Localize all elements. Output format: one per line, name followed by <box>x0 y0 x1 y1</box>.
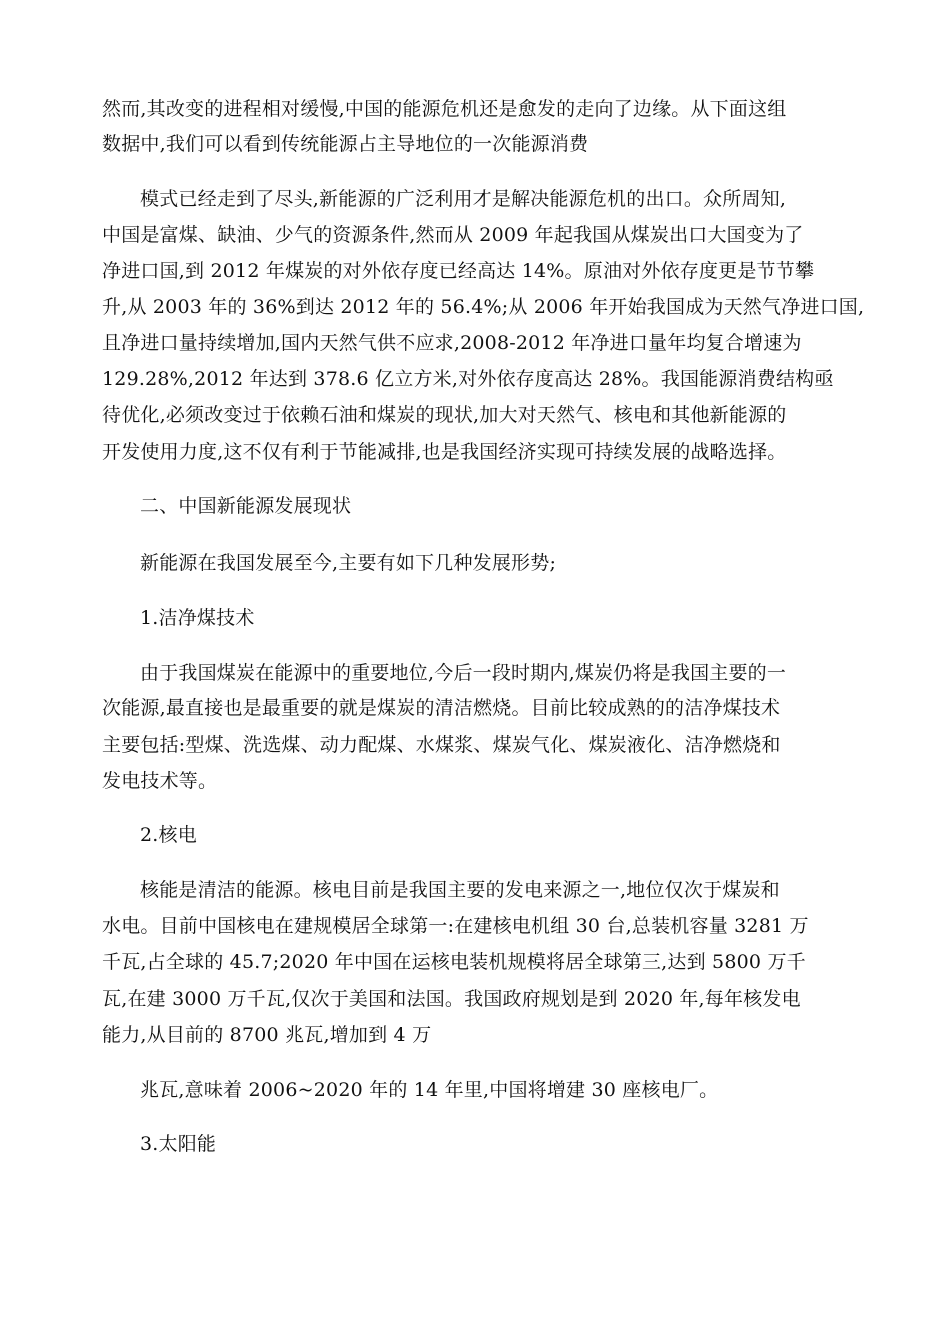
paragraph-line: 核能是清洁的能源。核电目前是我国主要的发电来源之一,地位仅次于煤炭和 <box>140 879 780 901</box>
paragraph-line: 模式已经走到了尽头,新能源的广泛利用才是解决能源危机的出口。众所周知, <box>140 188 787 210</box>
paragraph-line: 主要包括:型煤、洗选煤、动力配煤、水煤浆、煤炭气化、煤炭液化、洁净燃烧和 <box>102 734 781 756</box>
paragraph-line: 次能源,最直接也是最重要的就是煤炭的清洁燃烧。目前比较成熟的的洁净煤技术 <box>102 697 781 719</box>
paragraph-line: 中国是富煤、缺油、少气的资源条件,然而从 2009 年起我国从煤炭出口大国变为了 <box>102 224 804 246</box>
section-heading: 二、中国新能源发展现状 <box>140 495 352 517</box>
paragraph-line: 129.28%,2012 年达到 378.6 亿立方米,对外依存度高达 28%。我国能源消费结构亟 <box>102 368 834 390</box>
paragraph-line: 发电技术等。 <box>102 770 218 792</box>
paragraph-line: 开发使用力度,这不仅有利于节能减排,也是我国经济实现可持续发展的战略选择。 <box>102 441 787 463</box>
paragraph-line: 由于我国煤炭在能源中的重要地位,今后一段时期内,煤炭仍将是我国主要的一 <box>140 662 787 684</box>
paragraph-line: 水电。目前中国核电在建规模居全球第一:在建核电机组 30 台,总装机容量 3281 万 <box>102 915 809 937</box>
paragraph-line: 且净进口量持续增加,国内天然气供不应求,2008-2012 年净进口量年均复合增速为 <box>102 332 802 354</box>
subsection-heading: 3.太阳能 <box>140 1133 217 1155</box>
paragraph-line: 数据中,我们可以看到传统能源占主导地位的一次能源消费 <box>102 133 589 155</box>
paragraph-line: 待优化,必须改变过于依赖石油和煤炭的现状,加大对天然气、核电和其他新能源的 <box>102 404 787 426</box>
paragraph-line: 兆瓦,意味着 2006~2020 年的 14 年里,中国将增建 30 座核电厂。 <box>140 1079 719 1101</box>
paragraph-line: 瓦,在建 3000 万千瓦,仅次于美国和法国。我国政府规划是到 2020 年,每年核发电 <box>102 988 801 1010</box>
paragraph-line: 升,从 2003 年的 36%到达 2012 年的 56.4%;从 2006 年开始我国成为天然气净进口国, <box>102 296 865 318</box>
paragraph-line: 然而,其改变的进程相对缓慢,中国的能源危机还是愈发的走向了边缘。从下面这组 <box>102 98 787 120</box>
subsection-heading: 2.核电 <box>140 824 197 846</box>
paragraph-line: 千瓦,占全球的 45.7;2020 年中国在运核电装机规模将居全球第三,达到 5800 万千 <box>102 951 806 973</box>
subsection-heading: 1.洁净煤技术 <box>140 607 255 629</box>
paragraph-line: 新能源在我国发展至今,主要有如下几种发展形势; <box>140 552 557 574</box>
paragraph-line: 能力,从目前的 8700 兆瓦,增加到 4 万 <box>102 1024 432 1046</box>
paragraph-line: 净进口国,到 2012 年煤炭的对外依存度已经高达 14%。原油对外依存度更是节节攀 <box>102 260 815 282</box>
